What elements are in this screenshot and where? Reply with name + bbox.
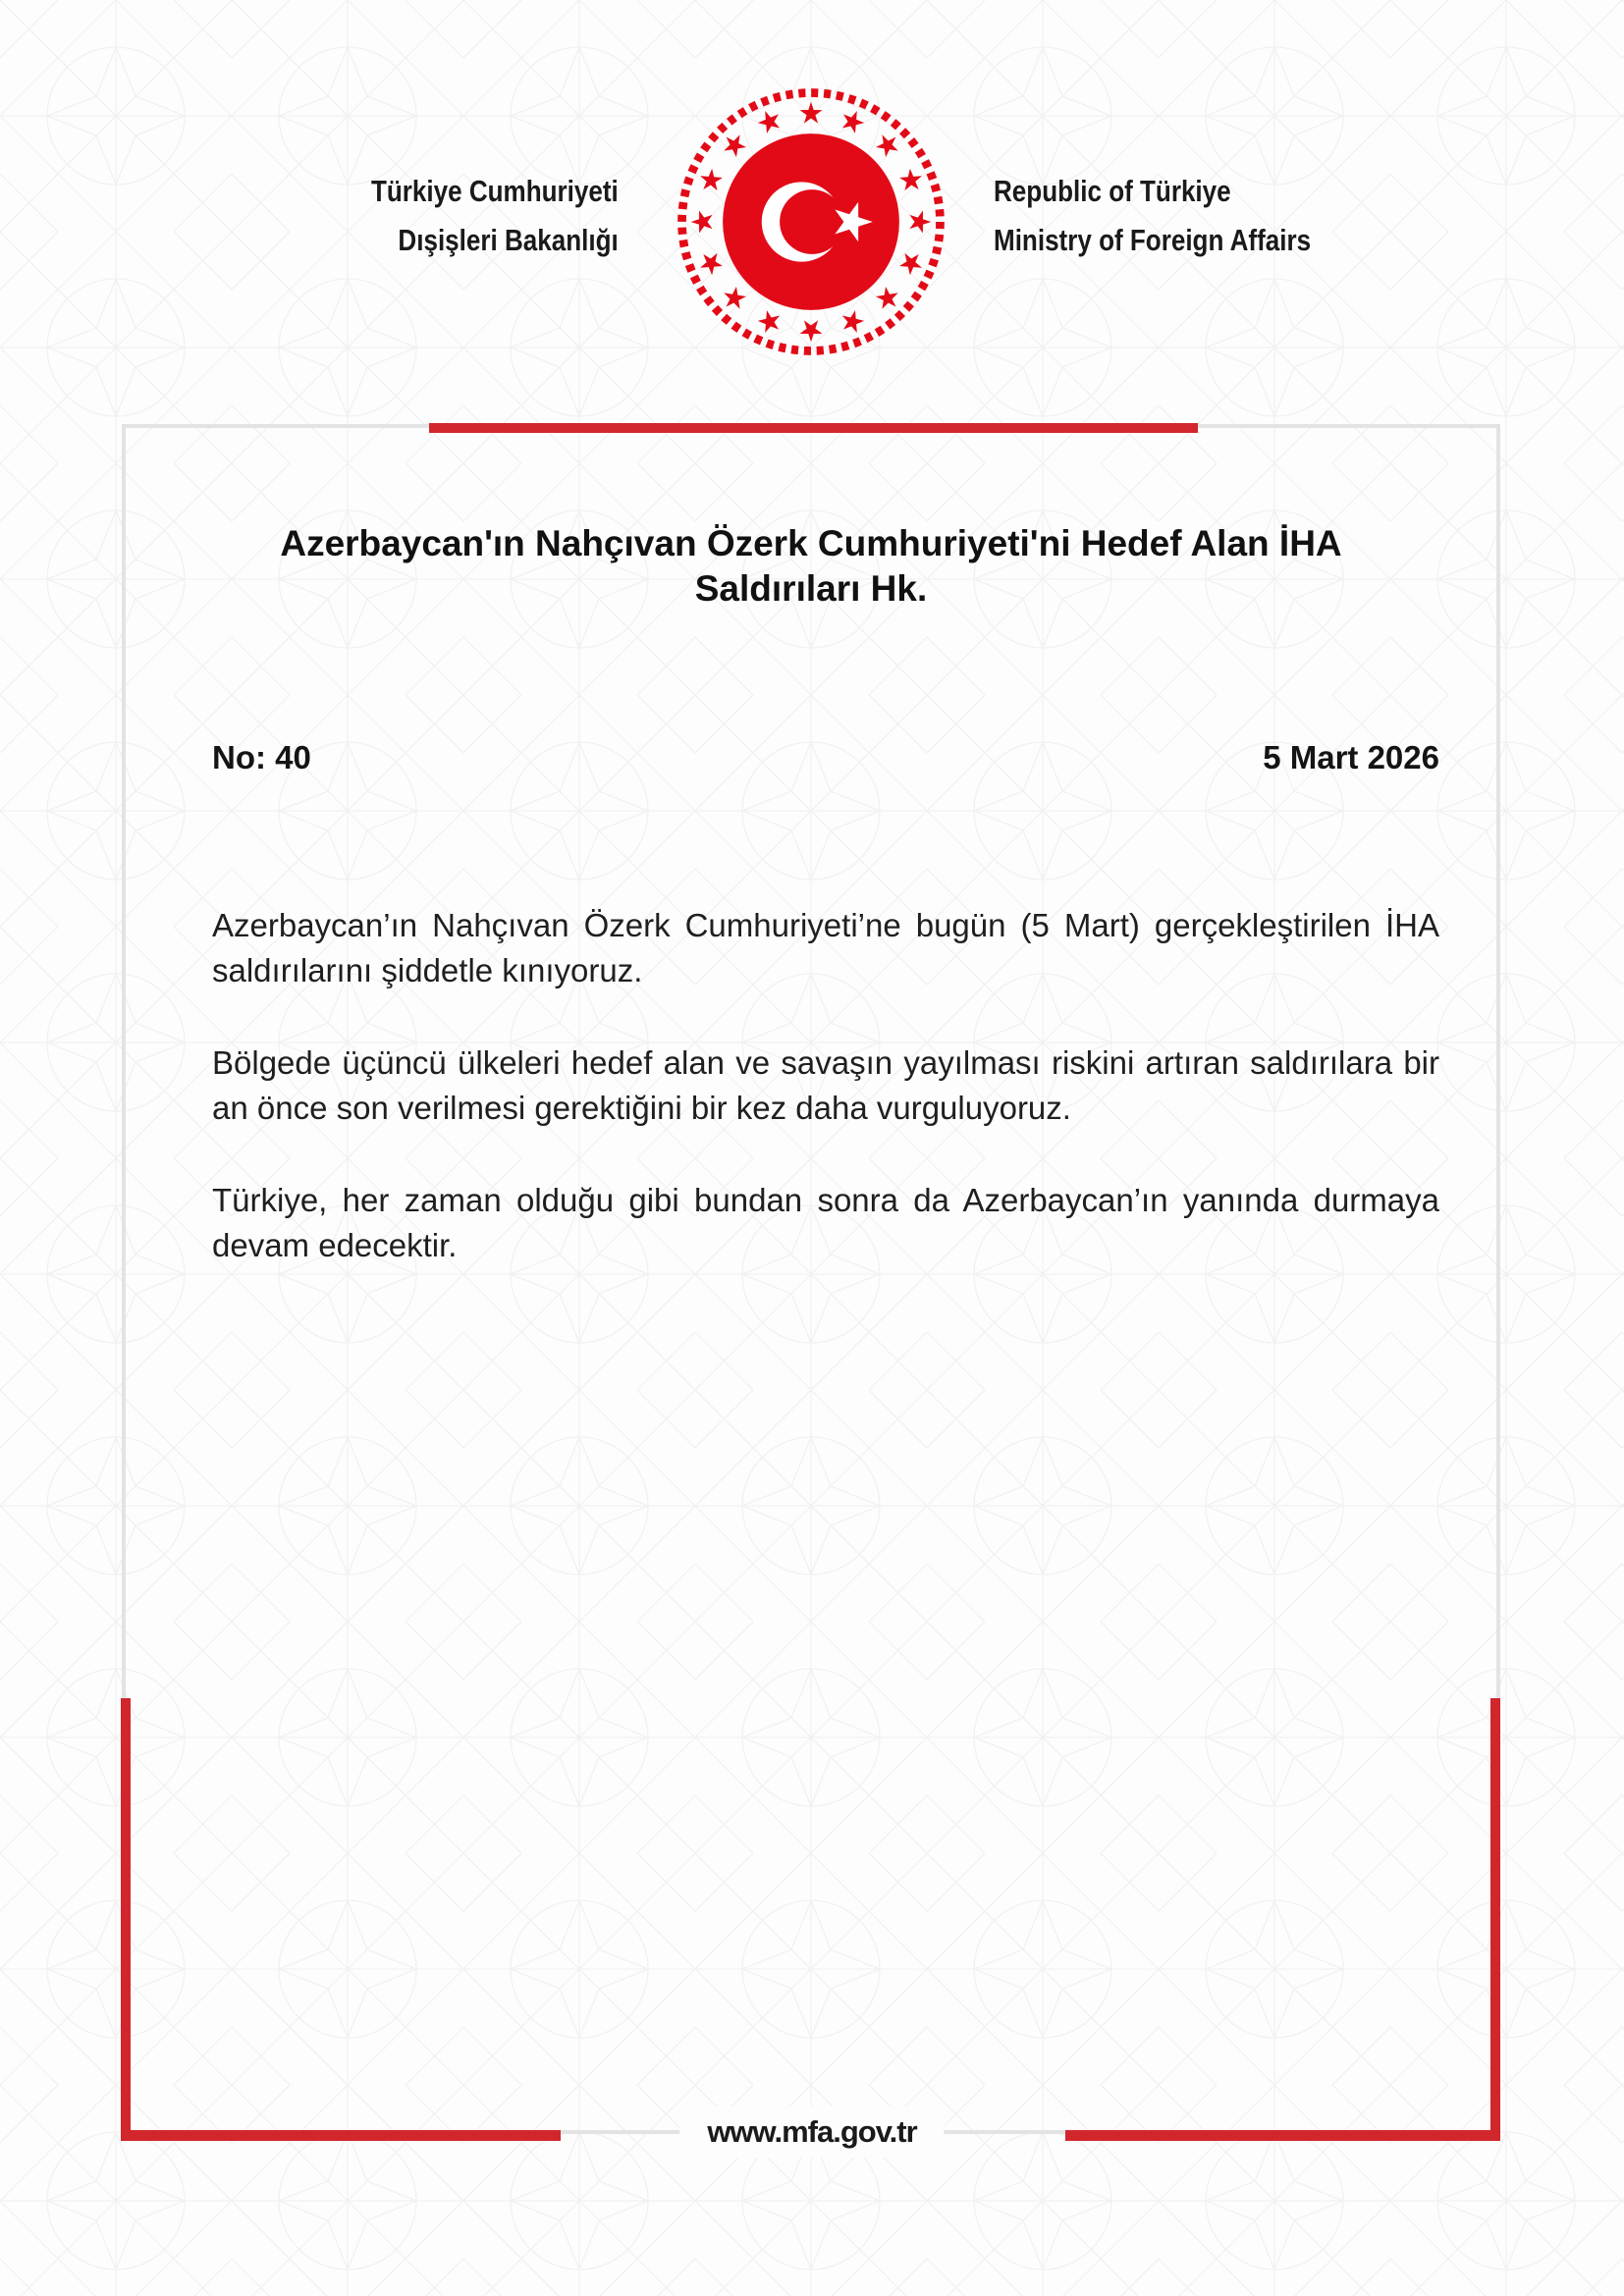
paragraph bbox=[212, 1041, 1439, 1131]
ministry-name-tr-line2: Dışişleri Bakanlığı bbox=[398, 223, 619, 257]
footer-website: www.mfa.gov.tr bbox=[679, 2107, 944, 2158]
paragraph-line: Azerbaycan’ın Nahçıvan Özerk Cumhuriyeti’ne bugün (5 Mart) gerçekleştirilen İHA bbox=[212, 907, 1439, 943]
emblem-crescent-and-star bbox=[723, 133, 899, 310]
accent-bar-left bbox=[121, 1698, 131, 2141]
paragraph bbox=[212, 1178, 1439, 1268]
accent-bar-top bbox=[429, 423, 1198, 433]
paragraph-line: Türkiye, her zaman olduğu gibi bundan sonra da Azerbaycan’ın yanında durmaya bbox=[212, 1182, 1439, 1218]
paragraph-line: an önce son verilmesi gerektiğini bir kez daha vurguluyoruz. bbox=[212, 1090, 1071, 1126]
ministry-name-tr-line1: Türkiye Cumhuriyeti bbox=[371, 174, 619, 208]
paragraph-line: devam edecektir. bbox=[212, 1227, 458, 1263]
document-title-line1: Azerbaycan'ın Nahçıvan Özerk Cumhuriyeti'ni Hedef Alan İHA bbox=[280, 523, 1342, 563]
ministry-name-turkish bbox=[371, 167, 619, 265]
document-frame bbox=[122, 424, 1500, 2134]
paragraph-line: Bölgede üçüncü ülkeleri hedef alan ve savaşın yayılması riskini artıran saldırılara bir bbox=[212, 1044, 1439, 1081]
accent-bar-right bbox=[1490, 1698, 1500, 2141]
ministry-emblem-icon bbox=[669, 80, 953, 364]
paragraph bbox=[212, 903, 1439, 993]
paragraph-line: saldırılarını şiddetle kınıyoruz. bbox=[212, 952, 643, 988]
ministry-name-en-line2: Ministry of Foreign Affairs bbox=[994, 223, 1312, 257]
ministry-name-en-line1: Republic of Türkiye bbox=[994, 174, 1231, 208]
ministry-name-english bbox=[994, 167, 1311, 265]
document-number: No: 40 bbox=[212, 739, 311, 775]
document-date: 5 Mart 2026 bbox=[1263, 739, 1439, 775]
document-title-line2: Saldırıları Hk. bbox=[694, 568, 928, 609]
document-title bbox=[126, 521, 1496, 612]
document-meta-row bbox=[212, 738, 1439, 777]
accent-bar-bottom-left bbox=[121, 2130, 561, 2141]
body-paragraphs bbox=[212, 903, 1439, 1315]
accent-bar-bottom-right bbox=[1065, 2130, 1500, 2141]
